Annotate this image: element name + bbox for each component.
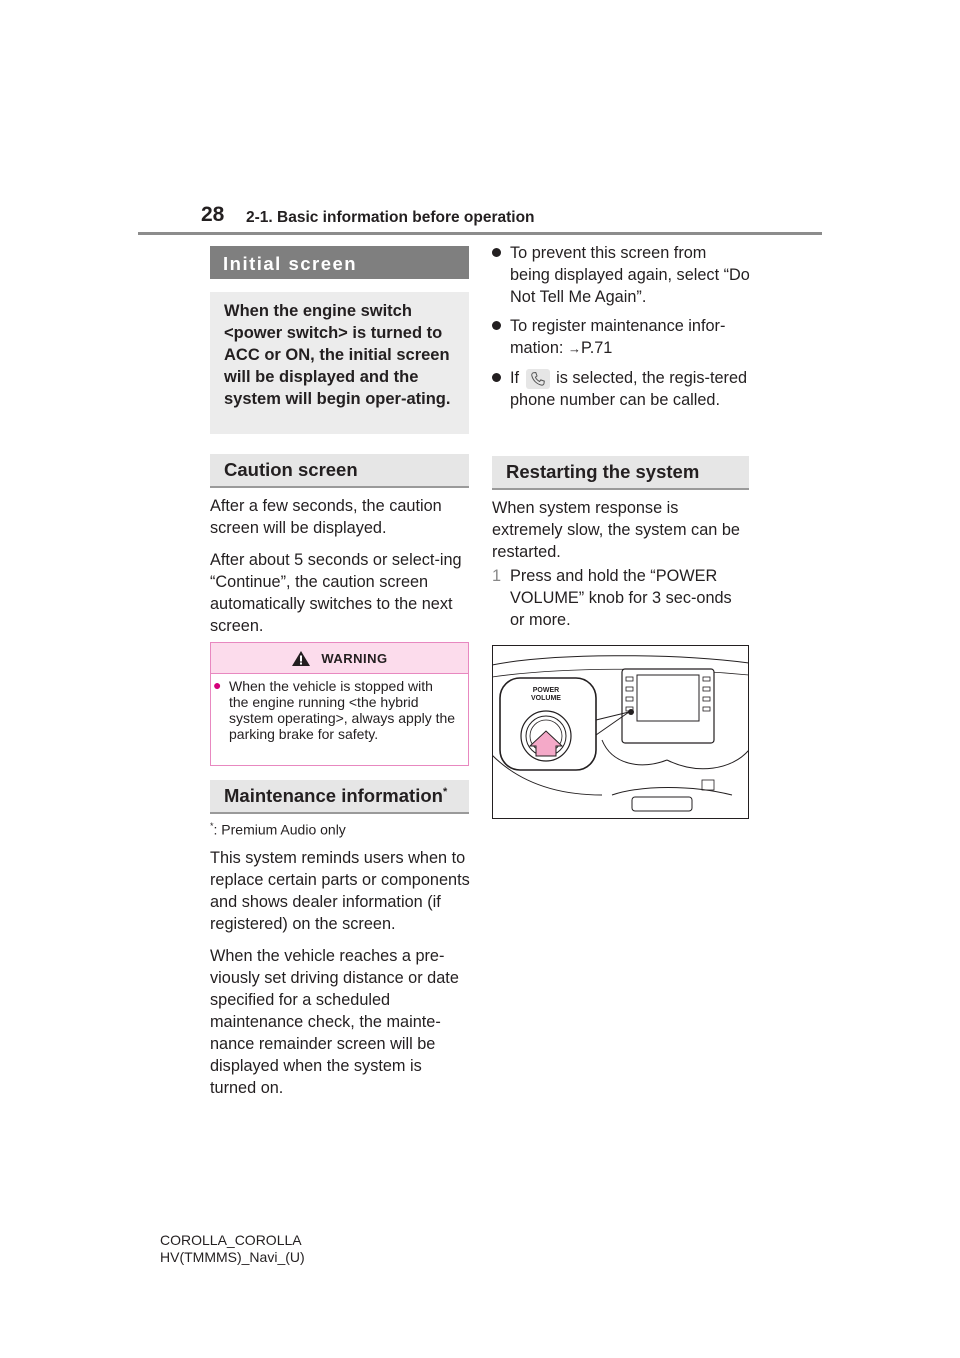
illustration-label-volume: VOLUME (531, 695, 561, 702)
footer-model-code (160, 1232, 305, 1266)
arrow-right-icon: → (567, 341, 581, 356)
heading-initial-screen: Initial screen (210, 246, 469, 279)
warning-title: WARNING (321, 650, 388, 666)
footer-line-2: HV(TMMMS)_Navi_(U) (160, 1249, 305, 1265)
bullet-list (492, 242, 750, 418)
footer-line-1: COROLLA_COROLLA (160, 1232, 302, 1248)
list-item (492, 315, 750, 360)
bullet-text-post: is selected, the regis-tered phone number can be called. (510, 369, 748, 409)
bullet-text: To prevent this screen from being displayed again, select “Do Not Tell Me Again”. (510, 244, 750, 306)
page-number: 28 (201, 203, 225, 226)
warning-header (211, 643, 468, 674)
caution-paragraph-1: After a few seconds, the caution screen will be displayed. (210, 497, 442, 537)
bullet-text: To register maintenance infor-mation: (510, 317, 726, 357)
footnote-mark: * (210, 821, 214, 831)
list-item (492, 242, 750, 308)
warning-text: When the vehicle is stopped with the engine running <the hybrid system operating>, always apply the parking brake for safety. (229, 678, 456, 742)
bullet-text-pre: If (510, 369, 520, 387)
maintenance-body (210, 847, 472, 1109)
heading-restarting-system: Restarting the system (492, 456, 749, 490)
maintenance-heading-asterisk: * (442, 785, 448, 798)
step-number: 1 (492, 567, 502, 585)
page-reference-link[interactable]: P.71 (580, 339, 613, 357)
warning-body (211, 674, 468, 742)
footnote (210, 821, 346, 838)
step-text: Press and hold the “POWER VOLUME” knob for 3 sec-onds or more. (510, 567, 732, 629)
caution-paragraph-2: After about 5 seconds or select-ing “Continue”, the caution screen automatically switches to the next screen. (210, 551, 462, 635)
section-title: 2-1. Basic information before operation (246, 209, 535, 226)
warning-box (210, 642, 469, 766)
maintenance-paragraph-1: This system reminds users when to replace certain parts or components and shows dealer information (if registered) on the screen. (210, 849, 470, 933)
illustration-label-power: POWER (532, 687, 560, 694)
bullet-dot (492, 321, 501, 330)
caution-body (210, 495, 472, 647)
maintenance-heading-text: Maintenance information (224, 785, 443, 806)
heading-caution-screen: Caution screen (210, 454, 469, 488)
phone-icon (526, 369, 550, 389)
heading-maintenance-information (210, 780, 469, 814)
header-rule (138, 232, 822, 235)
bullet-dot (492, 373, 501, 382)
initial-screen-intro: When the engine switch <power switch> is turned to ACC or ON, the initial screen will be displayed and the system will begin oper-ating. (210, 292, 469, 434)
bullet-dot (492, 248, 501, 257)
list-item (492, 367, 750, 411)
maintenance-paragraph-2: When the vehicle reaches a pre-viously set driving distance or date specified for a scheduled maintenance check, the mainte-nance remainder screen will be displayed when the system is turned on. (210, 947, 459, 1097)
step-1 (492, 565, 750, 631)
warning-bullet-icon: ● (213, 677, 222, 693)
warning-triangle-icon (291, 650, 311, 667)
restart-paragraph: When system response is extremely slow, the system can be restarted. (492, 499, 740, 561)
footnote-text: : Premium Audio only (213, 821, 346, 838)
power-volume-knob-illustration (492, 645, 749, 819)
restart-body (492, 497, 750, 631)
